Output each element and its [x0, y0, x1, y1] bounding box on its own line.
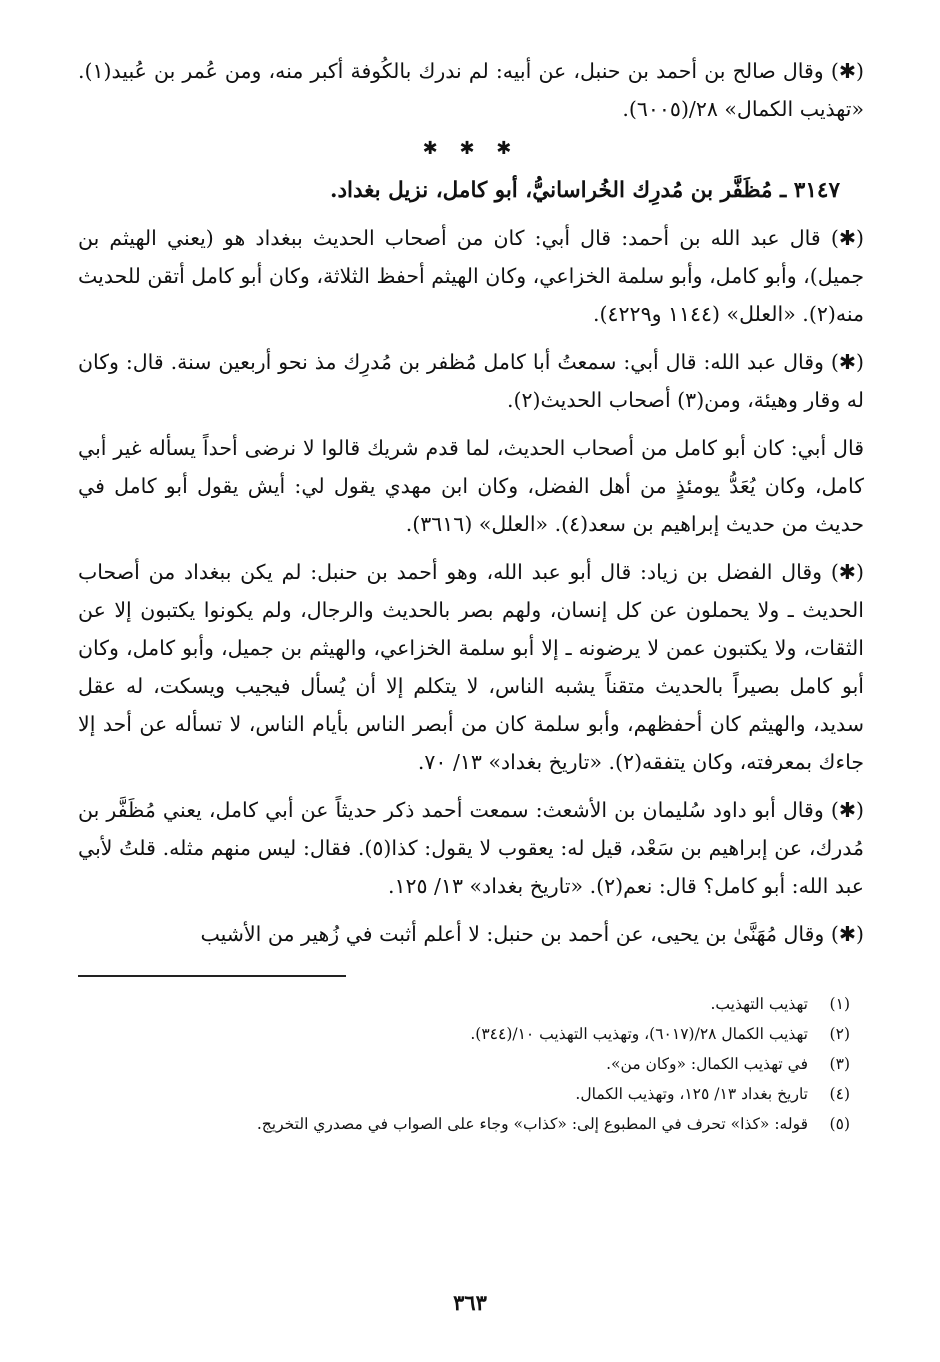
paragraph: (✱) وقال مُهَنَّىٰ بن يحيى، عن أحمد بن حنبل: لا أعلم أثبت في زُهير من الأشيب — [200, 922, 864, 946]
footnote-text: تاريخ بغداد ١٣/ ١٢٥، وتهذيب الكمال. — [575, 1085, 808, 1103]
footnote — [78, 1019, 850, 1049]
footnote-number: (٥) — [829, 1115, 850, 1133]
footnote-text: تهذيب الكمال ٢٨/(٦٠١٧)، وتهذيب التهذيب ١٠/(٣٤٤). — [470, 1025, 808, 1043]
footnote-number: (٣) — [829, 1055, 850, 1073]
page-body — [78, 52, 864, 1139]
section-separator: ✱ ✱ ✱ — [422, 138, 520, 159]
footnote-number: (١) — [829, 995, 850, 1013]
footnote-divider — [78, 975, 346, 977]
paragraph: (✱) قال عبد الله بن أحمد: قال أبي: كان من أصحاب الحديث ببغداد هو (يعني الهيثم بن جميل)، وأبو كامل، وأبو سلمة الخزاعي، وكان الهيثم أحفظ الثلاثة، وكان أبو كامل أتقن للحديث منه(٢). «العلل» (١١٤٤ و٤٢٢٩). — [78, 226, 864, 326]
footnotes — [78, 989, 864, 1139]
footnote-text: تهذيب التهذيب. — [710, 995, 808, 1013]
footnote — [78, 1049, 850, 1079]
footnote-text: قوله: «كذا» تحرف في المطبوع إلى: «كذاب» وجاء على الصواب في مصدري التخريج. — [256, 1115, 808, 1133]
page-number: ٣٦٣ — [453, 1290, 487, 1315]
paragraph: (✱) وقال عبد الله: قال أبي: سمعتُ أبا كامل مُظفر بن مُدرِك مذ نحو أربعين سنة. قال: وكان له وقار وهيئة، ومن(٣) أصحاب الحديث(٢). — [78, 350, 864, 412]
footnote-number: (٤) — [829, 1085, 850, 1103]
footnote-text: في تهذيب الكمال: «وكان من». — [606, 1055, 808, 1073]
paragraph-intro: (✱) وقال صالح بن أحمد بن حنبل، عن أبيه: لم ندرك بالكُوفة أكبر منه، ومن عُمر بن عُبيد(١). «تهذيب الكمال» ٢٨/(٦٠٠٥). — [78, 59, 864, 121]
paragraph: (✱) وقال أبو داود سُليمان بن الأشعث: سمعت أحمد ذكر حديثاً عن أبي كامل، يعني مُظَفَّر بن مُدرك، عن إبراهيم بن سَعْد، قيل له: يعقوب لا يقول: كذا(٥). فقال: ليس منهم مثله. قلتُ لأبي عبد الله: أبو كامل؟ قال: نعم(٢). «تاريخ بغداد» ١٣/ ١٢٥. — [78, 798, 864, 898]
footnote — [78, 1109, 850, 1139]
footnote — [78, 989, 850, 1019]
footnote — [78, 1079, 850, 1109]
entry-heading: ٣١٤٧ ـ مُظَفَّر بن مُدرِك الخُراسانيُّ، أبو كامل، نزيل بغداد. — [329, 178, 840, 203]
paragraph: قال أبي: كان أبو كامل من أصحاب الحديث، لما قدم شريك قالوا لا نرضى أحداً يسأله غير أبي كامل، وكان يُعَدُّ يومئذٍ من أهل الفضل، وكان ابن مهدي يقول لي: أيش يقول أبو كامل في حديث من حديث إبراهيم بن سعد(٤). «العلل» (٣٦١٦). — [78, 436, 864, 536]
paragraph: (✱) وقال الفضل بن زياد: قال أبو عبد الله، وهو أحمد بن حنبل: لم يكن ببغداد من أصحاب الحديث ـ ولا يحملون عن كل إنسان، ولهم بصر بالحديث والرجال، ولم يكونوا يكتبون إلا عن الثقات، ولا يكتبون عمن لا يرضونه ـ إلا أبو سلمة الخزاعي، والهيثم بن جميل، وأبو كامل، وكان أبو كامل بصيراً بالحديث متقناً يشبه الناس، لا يتكلم إلا أن يُسأل فيجيب ويسكت، له عقل سديد، والهيثم كان أحفظهم، وأبو سلمة كان من أبصر الناس بأيام الناس، لا تسأله عن أحد إلا جاءك بمعرفته، وكان يتفقه(٢). «تاريخ بغداد» ١٣/ ٧٠. — [78, 560, 864, 774]
footnote-number: (٢) — [829, 1025, 850, 1043]
